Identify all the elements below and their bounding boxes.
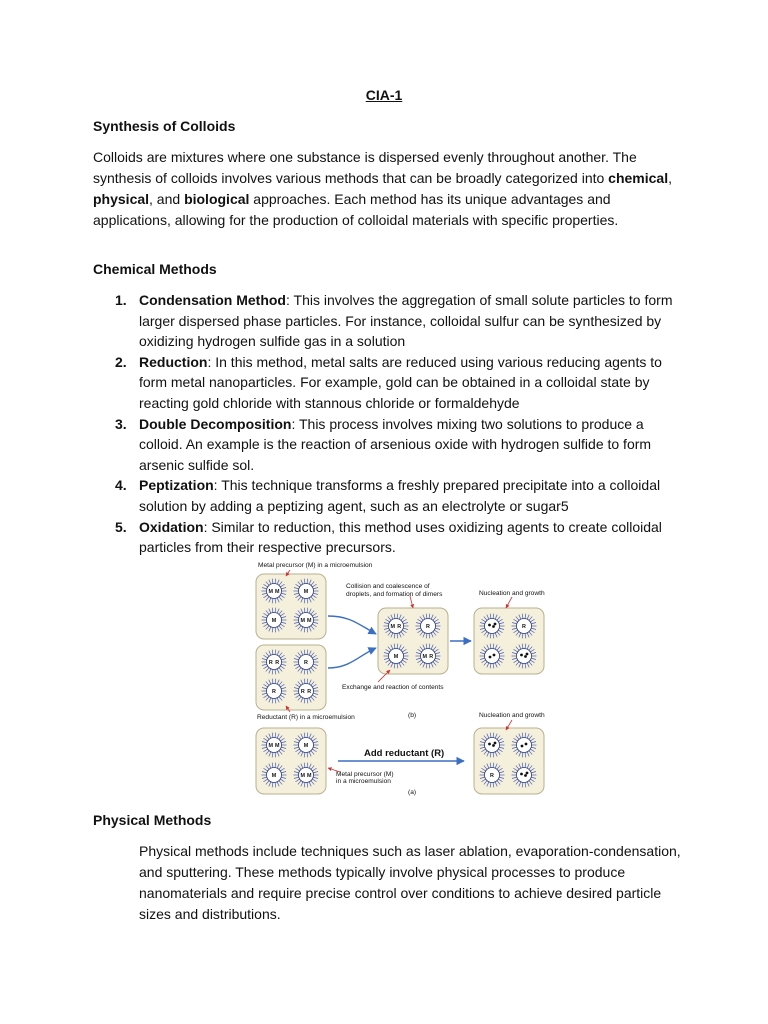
svg-text:M: M [303,743,309,749]
label-nucleation-b: Nucleation and growth [479,590,545,597]
label-collision-line1: Collision and coalescence of [346,583,430,590]
list-number: 5. [115,518,127,535]
label-metal-precursor-a-line1: Metal precursor (M) [336,771,394,778]
physical-methods-paragraph: Physical methods include techniques such as laser ablation, evaporation-condensation, and sputtering. These methods typically involve physical processes to produce nanomaterials and require precise control over conditions to achieve desired particle sizes and distributions. [139,843,681,922]
svg-text:M: M [274,589,280,595]
method-description: : Similar to reduction, this method uses oxidizing agents to create colloidal particles from their respective precursors. [139,518,662,556]
svg-text:M: M [390,624,396,630]
label-b: (b) [408,712,417,719]
method-description: : This process involves mixing two solutions to produce a colloid. An example is the reaction of arsenious oxide with hydrogen sulfide to form arsenic sulfide sol. [139,415,652,473]
method-description: : This technique transforms a freshly prepared precipitate into a colloidal solution by adding a peptizing agent, such as an electrolyte or sugar5 [139,477,661,514]
svg-text:M: M [300,618,306,624]
microemulsion-diagram [250,558,570,798]
svg-text:M: M [271,773,277,779]
panel-reductant [256,645,326,710]
svg-text:R: R [300,689,305,695]
panel-metal-precursor [256,574,326,639]
svg-text:M: M [393,654,399,660]
list-number: 4. [115,477,127,494]
intro-bold-chemical: chemical [608,170,669,186]
section-heading: Synthesis of Colloids [93,118,236,134]
svg-text:R: R [522,624,526,630]
svg-text:M: M [303,589,309,595]
label-metal-precursor: Metal precursor (M) in a microemulsion [258,562,373,569]
panel-nucleation-b [474,608,544,674]
label-add-reductant: Add reductant (R) [364,748,445,759]
label-metal-precursor-a-line2: in a microemulsion [336,778,391,785]
method-term: Condensation Method [139,292,286,308]
chemical-methods-heading: Chemical Methods [93,261,217,277]
svg-text:M: M [274,743,280,749]
microemulsion-figure [250,558,570,798]
list-item [93,352,683,414]
svg-text:R: R [268,660,273,666]
physical-methods-heading: Physical Methods [93,812,212,828]
list-item [93,475,683,516]
intro-text-1: Colloids are mixtures where one substance is dispersed evenly throughout another. The synthesis of colloids involves various methods that can be broadly categorized into [93,149,637,186]
svg-text:M: M [268,589,274,595]
intro-bold-biological: biological [184,191,250,207]
arrow-merge-bottom [328,648,376,668]
method-term: Oxidation [139,518,204,535]
svg-text:M: M [268,743,274,749]
method-term: Reduction [139,353,208,370]
list-number: 1. [115,292,127,308]
method-term: Peptization [139,477,214,494]
label-a: (a) [408,789,417,796]
list-number: 3. [115,415,127,432]
svg-text:R: R [304,660,308,666]
svg-text:R: R [272,689,276,695]
list-number: 2. [115,353,127,370]
method-term: Double Decomposition [139,415,292,432]
label-reductant: Reductant (R) in a microemulsion [257,714,355,721]
label-collision-line2: droplets, and formation of dimers [346,591,443,598]
svg-text:M: M [422,654,428,660]
list-item [93,517,683,558]
svg-text:M: M [300,773,306,779]
intro-paragraph [93,147,683,231]
svg-text:R: R [307,689,312,695]
method-description: : In this method, metal salts are reduced using various reducing agents to form metal nanoparticles. For example, gold can be obtained in a colloidal state by reacting gold chloride with stannous chloride or formaldehyde [139,353,662,411]
svg-text:R: R [426,624,430,630]
intro-text-2: approaches. Each method has its unique advantages and applications, allowing for the production of colloidal materials with specific properties. [93,191,619,228]
label-nucleation-a: Nucleation and growth [479,712,545,719]
svg-text:M: M [306,618,312,624]
list-item [93,414,683,476]
svg-text:M: M [271,618,277,624]
svg-text:R: R [490,773,494,779]
intro-sep-1: , [668,170,672,186]
intro-bold-physical: physical [93,191,150,207]
panel-collision [378,608,448,674]
arrow-merge-top [328,616,376,634]
svg-text:R: R [429,654,434,660]
label-exchange: Exchange and reaction of contents [342,684,444,691]
svg-text:R: R [275,660,280,666]
page-title: CIA-1 [365,87,403,103]
method-description: : This involves the aggregation of small solute particles to form larger dispersed phase particles. For instance, colloidal sulfur can be synthesized by oxidizing hydrogen sulfide gas in a solution [139,292,673,350]
list-item [93,290,683,352]
intro-sep-2: , and [149,191,185,207]
chemical-methods-list [93,290,683,558]
pointer-nucleation-b [506,597,512,608]
svg-text:M: M [306,773,312,779]
svg-text:R: R [397,624,402,630]
